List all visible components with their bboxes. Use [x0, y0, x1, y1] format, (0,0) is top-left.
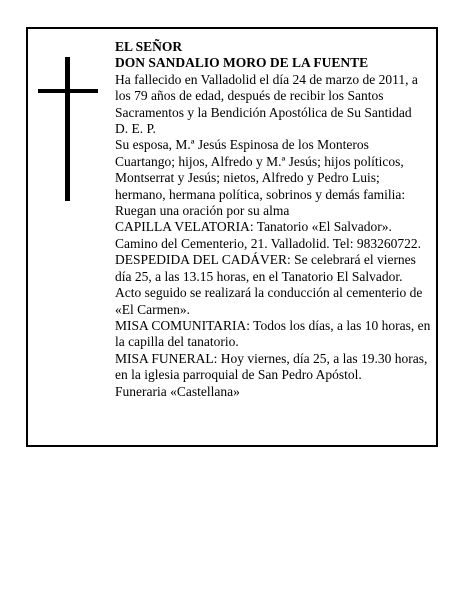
- notice-heading-name: DON SANDALIO MORO DE LA FUENTE: [115, 55, 369, 71]
- funeral-mass-details: MISA FUNERAL: Hoy viernes, día 25, a las 19.30 horas, en la iglesia parroquial de San Pedro Apóstol.: [115, 350, 428, 383]
- rest-in-peace: D. E. P.: [115, 121, 156, 137]
- cross-icon: [38, 57, 100, 201]
- prayer-request: Ruegan una oración por su alma: [115, 203, 290, 219]
- cross-vertical-bar: [65, 57, 70, 201]
- farewell-details: DESPEDIDA DEL CADÁVER: Se celebrará el viernes día 25, a las 13.15 horas, en el Tanatorio El Salvador. Acto seguido se realizará la conducción al cementerio de «El Carmen».: [115, 252, 423, 317]
- cross-horizontal-bar: [38, 89, 98, 93]
- funeral-home: Funeraria «Castellana»: [115, 383, 240, 399]
- chapel-details: CAPILLA VELATORIA: Tanatorio «El Salvador». Camino del Cementerio, 21. Valladolid. Tel: 983260722.: [115, 219, 422, 251]
- community-mass-details: MISA COMUNITARIA: Todos los días, a las 10 horas, en la capilla del tanatorio.: [115, 317, 431, 350]
- notice-text: [115, 39, 431, 400]
- obituary-notice: [26, 27, 438, 447]
- family-list: Su esposa, M.ª Jesús Espinosa de los Monteros Cuartango; hijos, Alfredo y M.ª Jesús; hijos políticos, Montserrat y Jesús; nietos, Alfredo y Pedro Luis; hermano, hermana política, sobrinos y demás familia:: [115, 137, 406, 202]
- notice-heading-title: EL SEÑOR: [115, 39, 183, 54]
- death-announcement: Ha fallecido en Valladolid el día 24 de marzo de 2011, a los 79 años de edad, después de recibir los Santos Sacramentos y la Bendición Apostólica de Su Santidad: [115, 71, 418, 120]
